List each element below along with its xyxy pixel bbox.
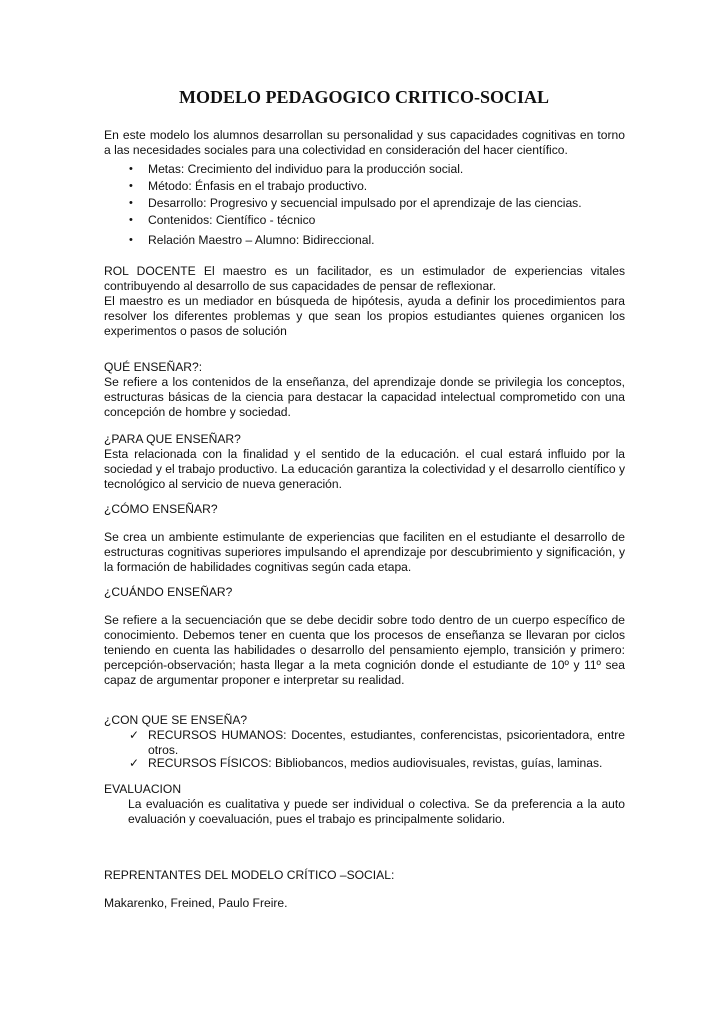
cuando-ensenar-body: Se refiere a la secuenciación que se debe decidir sobre todo dentro de un cuerpo específico de conocimiento. Debemos tener en cuenta que los procesos de enseñanza se llevaran por ciclos teniendo en cuenta las habilidades o desarrollo del pensamiento ejemplo, transición y primero: percepción-observación; hasta llegar a la meta cognición donde el estudiante de 10º y 11º sea capaz de argumentar proponer e interpretar su realidad. [104,613,625,687]
checkmark-icon: ✓ [129,728,140,742]
bullet-icon: • [129,214,133,226]
como-ensenar-body: Se crea un ambiente estimulante de experiencias que faciliten en el estudiante el desarrollo de estructuras cognitivas superiores impulsando el aprendizaje por descubrimiento y significación, y la formación de habilidades cognitivas según cada etapa. [104,530,625,574]
bullet-text: Metas: Crecimiento del individuo para la producción social. [148,162,464,176]
recursos-humanos-text: RECURSOS HUMANOS: Docentes, estudiantes, conferencistas, psicorientadora, entre otros. [148,728,625,757]
bullet-text: Desarrollo: Progresivo y secuencial impulsado por el aprendizaje de las ciencias. [148,196,582,210]
cuando-ensenar-heading: ¿CUÁNDO ENSEÑAR? [104,585,233,599]
bullet-icon: • [129,163,133,175]
que-ensenar-body: Se refiere a los contenidos de la enseñanza, del aprendizaje donde se privilegia los conceptos, estructuras básicas de la ciencia para destacar la capacidad intelectual comprometido con una concepción de hombre y sociedad. [104,375,625,419]
bullet-icon: • [129,197,133,209]
recursos-fisicos-text: RECURSOS FÍSICOS: Bibliobancos, medios audiovisuales, revistas, guías, laminas. [148,756,603,770]
con-que-heading: ¿CON QUE SE ENSEÑA? [104,713,248,727]
page-title: MODELO PEDAGOGICO CRITICO-SOCIAL [178,87,550,107]
bullet-icon: • [129,234,133,246]
evaluacion-body: La evaluación es cualitativa y puede ser individual o colectiva. Se da preferencia a la auto evaluación y coevaluación, pues el trabajo es principalmente solidario. [128,797,625,826]
bullet-icon: • [129,180,133,192]
representantes-body: Makarenko, Freined, Paulo Freire. [104,896,288,910]
bullet-text: Relación Maestro – Alumno: Bidireccional. [148,233,375,247]
que-ensenar-heading: QUÉ ENSEÑAR?: [104,360,203,374]
rol-docente-paragraph: ROL DOCENTE El maestro es un facilitador, es un estimulador de experiencias vitales contribuyendo al desarrollo de sus capacidades de pensar de reflexionar. [104,264,625,293]
checkmark-icon: ✓ [129,756,140,770]
intro-paragraph: En este modelo los alumnos desarrollan su personalidad y sus capacidades cognitivas en torno a las necesidades sociales para una colectividad en consideración del hacer científico. [104,128,625,157]
como-ensenar-heading: ¿CÓMO ENSEÑAR? [104,502,218,516]
representantes-heading: REPRENTANTES DEL MODELO CRÍTICO –SOCIAL: [104,868,395,882]
mediador-paragraph: El maestro es un mediador en búsqueda de hipótesis, ayuda a definir los procedimientos para resolver los diferentes problemas y que sean los propios estudiantes quienes organicen los experimentos o pasos de solución [104,294,625,338]
bullet-text: Contenidos: Científico - técnico [148,213,316,227]
para-que-body: Esta relacionada con la finalidad y el sentido de la educación. el cual estará influido por la sociedad y el trabajo productivo. La educación garantiza la colectividad y el desarrollo científico y tecnológico al servicio de nueva generación. [104,447,625,491]
para-que-heading: ¿PARA QUE ENSEÑAR? [104,432,241,446]
evaluacion-heading: EVALUACION [104,782,182,796]
bullet-text: Método: Énfasis en el trabajo productivo. [148,179,368,193]
